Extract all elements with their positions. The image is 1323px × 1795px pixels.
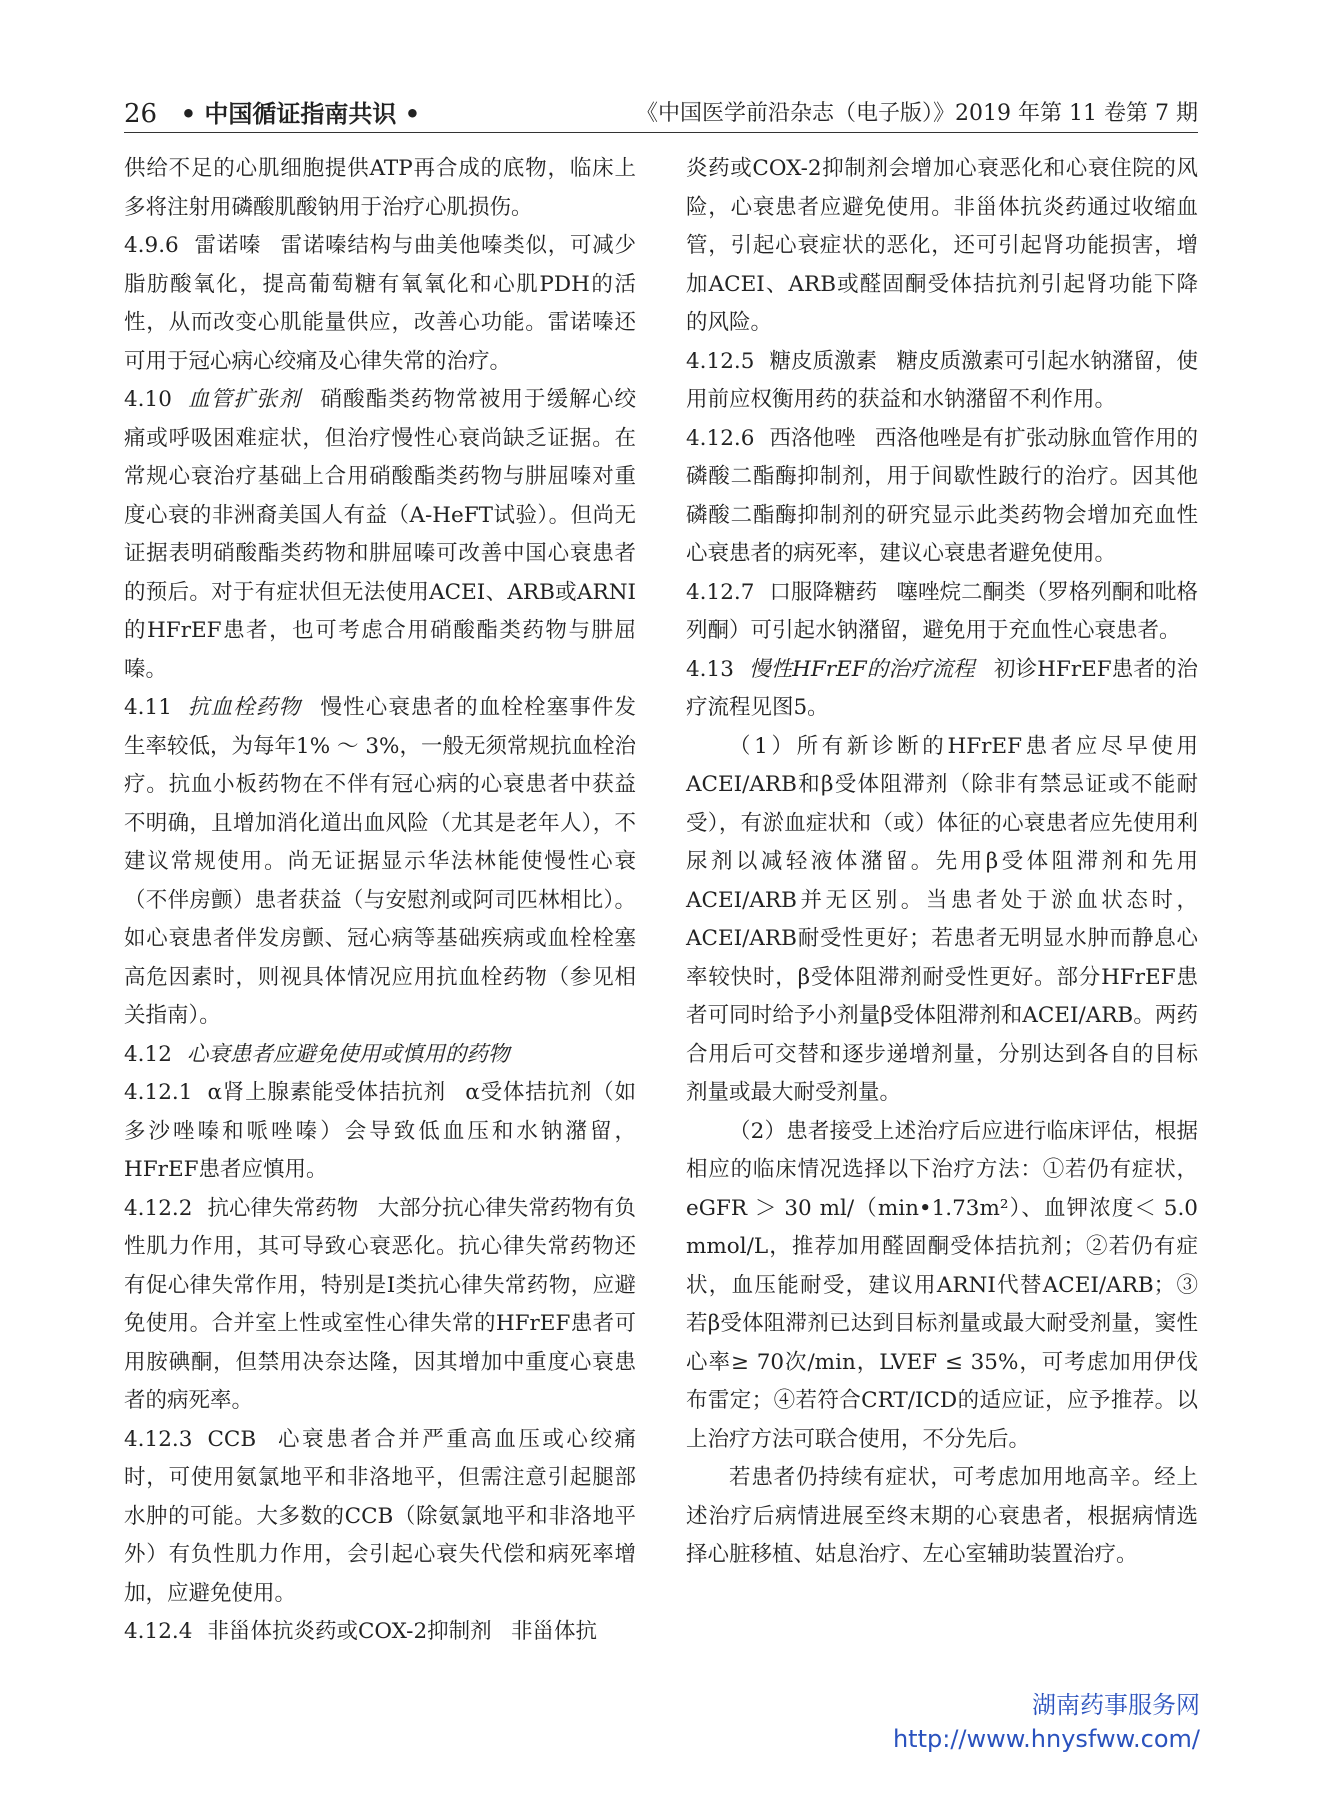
- section-number: 4.10: [124, 387, 172, 412]
- left-column: [124, 150, 636, 1652]
- paragraph: [124, 1421, 636, 1614]
- section-number: 4.12: [124, 1041, 172, 1067]
- section-number: 4.12.3: [124, 1426, 193, 1452]
- section-number: 4.12.2: [124, 1195, 193, 1221]
- paragraph: [124, 1190, 636, 1421]
- right-column: [686, 150, 1198, 1575]
- paragraph-text: α受体拮抗剂（如多沙唑嗪和哌唑嗪）会导致低血压和水钠潴留，HFrEF患者应慎用。: [124, 1080, 636, 1182]
- paragraph: [686, 1459, 1198, 1575]
- paragraph-text: 糖皮质激素可引起水钠潴留，使用前应权衡用药的获益和水钠潴留不利作用。: [686, 348, 1198, 412]
- paragraph: [124, 1074, 636, 1190]
- paragraph-text: 雷诺嗪结构与曲美他嗪类似，可减少脂肪酸氧化，提高葡萄糖有氧氧化和心肌PDH的活性，从而改变心肌能量供应，改善心功能。雷诺嗪还可用于冠心病心绞痛及心律失常的治疗。: [124, 233, 636, 374]
- paragraph-text: 硝酸酯类药物常被用于缓解心绞痛或呼吸困难症状，但治疗慢性心衰尚缺乏证据。在常规心衰治疗基础上合用硝酸酯类药物与肼屈嗪对重度心衰的非洲裔美国人有益（A-HeFT试验）。但尚无证据表明硝酸酯类药物和肼屈嗪可改善中国心衰患者的预后。对于有症状但无法使用ACEI、ARB或ARNI的HFrEF患者，也可考虑合用硝酸酯类药物与肼屈嗪。: [124, 387, 636, 682]
- section-number: 4.12.4: [124, 1619, 193, 1644]
- paragraph: [686, 150, 1198, 343]
- paragraph: [686, 651, 1198, 728]
- paragraph: [124, 381, 636, 689]
- paragraph: [124, 227, 636, 381]
- section-heading: 心衰患者应避免使用或慎用的药物: [186, 1041, 510, 1067]
- paragraph-text: （1）所有新诊断的HFrEF患者应尽早使用ACEI/ARB和β受体阻滞剂（除非有禁忌证或不能耐受），有淤血症状和（或）体征的心衰患者应先使用利尿剂以减轻液体潴留。先用β受体阻滞剂和先用ACEI/ARB并无区别。当患者处于淤血状态时，ACEI/ARB耐受性更好；若患者无明显水肿而静息心率较快时，β受体阻滞剂耐受性更好。部分HFrEF患者可同时给予小剂量β受体阻滞剂和ACEI/ARB。两药合用后可交替和逐步递增剂量，分别达到各自的目标剂量或最大耐受剂量。: [686, 733, 1198, 1105]
- section-number: 4.12.1: [124, 1080, 193, 1105]
- section-title: • 中国循证指南共识 •: [180, 100, 421, 128]
- paragraph-text: 若患者仍持续有症状，可考虑加用地高辛。经上述治疗后病情进展至终末期的心衰患者，根据病情选择心脏移植、姑息治疗、左心室辅助装置治疗。: [686, 1465, 1198, 1567]
- section-heading: 慢性HFrEF的治疗流程: [748, 656, 975, 682]
- section-number: 4.12.6: [686, 425, 755, 451]
- paragraph: [124, 1036, 636, 1075]
- section-heading: 雷诺嗪: [193, 233, 262, 258]
- paragraph-text: 炎药或COX-2抑制剂会增加心衰恶化和心衰住院的风险，心衰患者应避免使用。非甾体抗炎药通过收缩血管，引起心衰症状的恶化，还可引起肾功能损害，增加ACEI、ARB或醛固酮受体拮抗剂引起肾功能下降的风险。: [686, 156, 1198, 335]
- section-heading: 口服降糖药: [769, 579, 878, 605]
- paragraph: [686, 574, 1198, 651]
- paragraph: [124, 150, 636, 227]
- section-heading: 抗血栓药物: [186, 695, 302, 720]
- section-heading: 西洛他唑: [769, 425, 856, 451]
- section-heading: CCB: [207, 1426, 257, 1452]
- paragraph: [686, 420, 1198, 574]
- paragraph-text: 心衰患者合并严重高血压或心绞痛时，可使用氨氯地平和非洛地平，但需注意引起腿部水肿的可能。大多数的CCB（除氨氯地平和非洛地平外）有负性肌力作用，会引起心衰失代偿和病死率增加，应避免使用。: [124, 1426, 636, 1606]
- section-number: 4.12.7: [686, 579, 755, 605]
- section-heading: 非甾体抗炎药或COX-2抑制剂: [207, 1619, 492, 1644]
- header-left: [124, 94, 420, 129]
- paragraph-text: 供给不足的心肌细胞提供ATP再合成的底物，临床上多将注射用磷酸肌酸钠用于治疗心肌损伤。: [124, 156, 636, 220]
- paragraph-text: 非甾体抗: [510, 1619, 597, 1644]
- paragraph: [686, 728, 1198, 1113]
- watermark-footer: [880, 1688, 1200, 1756]
- paragraph: [124, 1613, 636, 1652]
- journal-citation: 《中国医学前沿杂志（电子版）》2019 年第 11 卷第 7 期: [636, 101, 1198, 126]
- section-number: 4.11: [124, 695, 172, 720]
- section-heading: α肾上腺素能受体拮抗剂: [207, 1080, 446, 1105]
- paragraph: [686, 1113, 1198, 1460]
- section-number: 4.13: [686, 656, 734, 682]
- section-number: 4.12.5: [686, 348, 755, 374]
- page-header: [124, 88, 1198, 133]
- section-heading: 糖皮质激素: [769, 348, 878, 374]
- page-number: 26: [124, 99, 158, 129]
- paragraph-text: 噻唑烷二酮类（罗格列酮和吡格列酮）可引起水钠潴留，避免用于充血性心衰患者。: [686, 579, 1198, 643]
- paragraph-text: （2）患者接受上述治疗后应进行临床评估，根据相应的临床情况选择以下治疗方法：①若仍有症状，eGFR ＞ 30 ml/（min•1.73m²）、血钾浓度＜ 5.0 mmol/L，推荐加用醛固酮受体拮抗剂；②若仍有症状，血压能耐受，建议用ARNI代替ACEI/ARB；③若β受体阻滞剂已达到目标剂量或最大耐受剂量，窦性心率≥ 70次/min，LVEF ≤ 35%，可考虑加用伊伐布雷定；④若符合CRT/ICD的适应证，应予推荐。以上治疗方法可联合使用，不分先后。: [686, 1118, 1198, 1452]
- site-url[interactable]: http://www.hnysfww.com/: [892, 1725, 1200, 1753]
- paragraph: [124, 689, 636, 1036]
- section-heading: 血管扩张剂: [186, 387, 302, 412]
- paragraph-text: 西洛他唑是有扩张动脉血管作用的磷酸二酯酶抑制剂，用于间歇性跛行的治疗。因其他磷酸二酯酶抑制剂的研究显示此类药物会增加充血性心衰患者的病死率，建议心衰患者避免使用。: [686, 425, 1198, 566]
- paragraph-text: 大部分抗心律失常药物有负性肌力作用，其可导致心衰恶化。抗心律失常药物还有促心律失常作用，特别是Ⅰ类抗心律失常药物，应避免使用。合并室上性或室性心律失常的HFrEF患者可用胺碘酮，但禁用决奈达隆，因其增加中重度心衰患者的病死率。: [124, 1195, 636, 1413]
- site-name: 湖南药事服务网: [1032, 1691, 1200, 1719]
- section-number: 4.9.6: [124, 233, 179, 258]
- section-heading: 抗心律失常药物: [207, 1195, 359, 1221]
- paragraph: [686, 343, 1198, 420]
- paragraph-text: 慢性心衰患者的血栓栓塞事件发生率较低，为每年1% ～ 3%，一般无须常规抗血栓治疗。抗血小板药物在不伴有冠心病的心衰患者中获益不明确，且增加消化道出血风险（尤其是老年人），不建议常规使用。尚无证据显示华法林能使慢性心衰（不伴房颤）患者获益（与安慰剂或阿司匹林相比）。如心衰患者伴发房颤、冠心病等基础疾病或血栓栓塞高危因素时，则视具体情况应用抗血栓药物（参见相关指南）。: [124, 695, 636, 1028]
- paragraph-text: 初诊HFrEF患者的治疗流程见图5。: [686, 656, 1199, 720]
